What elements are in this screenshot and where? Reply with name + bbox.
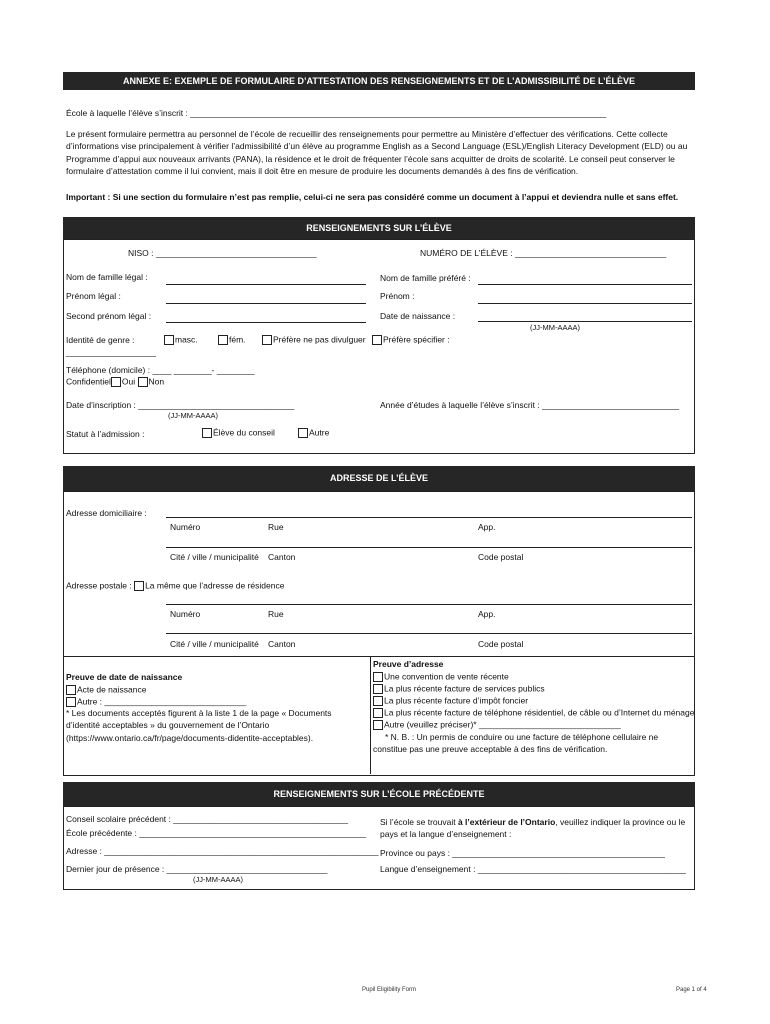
- admission-status-label: Statut à l’admission :: [66, 429, 145, 439]
- first-name-line[interactable]: [478, 303, 692, 304]
- proof-divider: [63, 656, 694, 657]
- checkbox-icon[interactable]: [373, 720, 383, 730]
- checkbox-icon[interactable]: [202, 428, 212, 438]
- admission-other-option[interactable]: Autre: [298, 428, 329, 438]
- canton-label: Canton: [268, 552, 296, 562]
- addr-proof-item[interactable]: La plus récente facture de services publics: [373, 684, 545, 694]
- outside-ontario-note: Si l’école se trouvait à l’extérieur de l’Ontario, veuillez indiquer la province ou le pays et la langue d’enseignement :: [380, 817, 686, 840]
- app-label: App.: [478, 609, 496, 619]
- addr-proof-item[interactable]: La plus récente facture de téléphone résidentiel, de câble ou d’Internet du ménage: [373, 708, 694, 718]
- legal-first-name-line[interactable]: [166, 303, 366, 304]
- footer-page-number: Page 1 of 4: [676, 987, 707, 993]
- proof-column-divider: [370, 656, 371, 774]
- checkbox-icon[interactable]: [373, 708, 383, 718]
- legal-last-name-line[interactable]: [166, 284, 366, 285]
- confidential-row: Confidentiel Oui Non: [66, 376, 165, 387]
- school-field[interactable]: École à laquelle l’élève s’inscrit : ________________________________________________________________________________________: [66, 108, 607, 118]
- checkbox-icon[interactable]: [262, 335, 272, 345]
- postal-label: Code postal: [478, 552, 524, 562]
- mailing-city-line[interactable]: [166, 633, 692, 634]
- student-section-title: RENSEIGNEMENTS SUR L’ÉLÈVE: [63, 217, 695, 239]
- last-day-format: (JJ-MM-AAAA): [193, 875, 243, 884]
- important-note: Important : Si une section du formulaire n’est pas remplie, celui-ci ne sera pas considéré comme un document à l’appui et deviendra nulle et sans effet.: [66, 192, 679, 202]
- checkbox-icon[interactable]: [111, 377, 121, 387]
- gender-no-option[interactable]: Préfère ne pas divulguer: [262, 335, 366, 345]
- checkbox-icon[interactable]: [66, 685, 76, 695]
- gender-fem-option[interactable]: fém.: [218, 335, 246, 345]
- preferred-last-name-line[interactable]: [478, 284, 692, 285]
- checkbox-icon[interactable]: [373, 684, 383, 694]
- postal-label: Code postal: [478, 639, 524, 649]
- legal-last-name-label: Nom de famille légal :: [66, 272, 148, 282]
- birth-proof-title: Preuve de date de naissance: [66, 672, 183, 682]
- address-proof-note: * N. B. : Un permis de conduire ou une facture de téléphone cellulaire ne constitue pas une preuve acceptable à des fins de vérification.: [373, 732, 659, 755]
- grade-field[interactable]: Année d’études à laquelle l’élève s’inscrit : _____________________________: [380, 400, 680, 410]
- checkbox-icon[interactable]: [138, 377, 148, 387]
- birth-proof-note: * Les documents acceptés figurent à la liste 1 de la page « Documents d’identité acceptables » du gouvernement de l’Ontario (https://www.ontario.ca/fr/page/documents-didentite-acceptables).: [66, 708, 332, 743]
- mailing-address-row: Adresse postale : La même que l’adresse de résidence: [66, 580, 285, 591]
- address-section-title: ADRESSE DE L’ÉLÈVE: [63, 466, 695, 491]
- birth-other-option[interactable]: Autre : ______________________________: [66, 697, 246, 707]
- checkbox-icon[interactable]: [373, 672, 383, 682]
- rue-label: Rue: [268, 522, 284, 532]
- checkbox-icon[interactable]: [218, 335, 228, 345]
- mailing-address-line[interactable]: [166, 604, 692, 605]
- admission-board-option[interactable]: Élève du conseil: [202, 428, 275, 438]
- province-field[interactable]: Province ou pays : _____________________________________________: [380, 848, 666, 858]
- home-address-label: Adresse domiciliaire :: [66, 508, 147, 518]
- numero-label: Numéro: [170, 609, 201, 619]
- first-name-label: Prénom :: [380, 291, 415, 301]
- birth-act-option[interactable]: Acte de naissance: [66, 685, 146, 695]
- second-name-label: Second prénom légal :: [66, 311, 152, 321]
- addr-proof-item[interactable]: La plus récente facture d’impôt foncier: [373, 696, 528, 706]
- previous-school-field[interactable]: École précédente : ________________________________________________: [66, 828, 367, 838]
- intro-paragraph: Le présent formulaire permettra au personnel de l’école de recueillir des renseignements pour permettre au Ministère d’effectuer des vérifications. Cette collecte d’informations vise principalement à vérifier l’admissibilité d’un élève au programme English as a Second Language (ESL)/English Literacy Development (ELD) ou au Programme d’appui aux nouveaux arrivants (PANA), la résidence et le droit de fréquenter l’école sans acquitter de droits de scolarité. Le conseil peut conserver le formulaire d’attestation comme il lui convient, mais il doit être en mesure de produire les documents demandés à des fins de vérification.: [66, 129, 688, 176]
- app-label: App.: [478, 522, 496, 532]
- checkbox-icon[interactable]: [134, 581, 144, 591]
- form-title: ANNEXE E: EXEMPLE DE FORMULAIRE D’ATTESTATION DES RENSEIGNEMENTS ET DE L’ADMISSIBILITÉ DE L’ÉLÈVE: [63, 72, 695, 90]
- entry-date-format: (JJ-MM-AAAA): [168, 411, 218, 420]
- numero-label: Numéro: [170, 522, 201, 532]
- addr-proof-item[interactable]: Autre (veuillez préciser)* ______________________________: [373, 720, 621, 730]
- second-name-line[interactable]: [166, 322, 366, 323]
- city-label: Cité / ville / municipalité: [170, 639, 259, 649]
- birth-date-format: (JJ-MM-AAAA): [530, 323, 580, 332]
- legal-first-name-label: Prénom légal :: [66, 291, 121, 301]
- previous-board-field[interactable]: Conseil scolaire précédent : _____________________________________: [66, 814, 349, 824]
- addr-proof-item[interactable]: Une convention de vente récente: [373, 672, 509, 682]
- previous-address-field[interactable]: Adresse : __________________________________________________________: [66, 846, 379, 856]
- gender-label: Identité de genre :: [66, 335, 135, 345]
- address-proof-title: Preuve d’adresse: [373, 659, 444, 669]
- gender-masc-option[interactable]: masc.: [164, 335, 198, 345]
- previous-section-title: RENSEIGNEMENTS SUR L’ÉCOLE PRÉCÉDENTE: [63, 782, 695, 806]
- preferred-last-name-label: Nom de famille préféré :: [380, 273, 471, 283]
- home-address-line[interactable]: [166, 517, 692, 518]
- niso-field[interactable]: NISO : __________________________________: [128, 248, 317, 258]
- entry-date-field[interactable]: Date d’inscription : _________________________________: [66, 400, 295, 410]
- canton-label: Canton: [268, 639, 296, 649]
- checkbox-icon[interactable]: [373, 696, 383, 706]
- checkbox-icon[interactable]: [298, 428, 308, 438]
- gender-specify-option[interactable]: Préfère spécifier :: [372, 335, 450, 345]
- checkbox-icon[interactable]: [372, 335, 382, 345]
- student-number-field[interactable]: NUMÉRO DE L’ÉLÈVE : ________________________________: [420, 248, 667, 258]
- city-label: Cité / ville / municipalité: [170, 552, 259, 562]
- student-section-box: [63, 239, 695, 454]
- birth-date-label: Date de naissance :: [380, 311, 456, 321]
- last-day-field[interactable]: Dernier jour de présence : __________________________________: [66, 864, 328, 874]
- home-city-line[interactable]: [166, 547, 692, 548]
- language-field[interactable]: Langue d’enseignement : ____________________________________________: [380, 864, 686, 874]
- checkbox-icon[interactable]: [164, 335, 174, 345]
- gender-specify-line[interactable]: ___________________: [66, 347, 156, 357]
- birth-date-line[interactable]: [478, 321, 692, 322]
- footer-form-name: Pupil Eligibility Form: [362, 987, 417, 993]
- rue-label: Rue: [268, 609, 284, 619]
- phone-field[interactable]: Téléphone (domicile) : ____ ________- ________: [66, 365, 255, 375]
- checkbox-icon[interactable]: [66, 697, 76, 707]
